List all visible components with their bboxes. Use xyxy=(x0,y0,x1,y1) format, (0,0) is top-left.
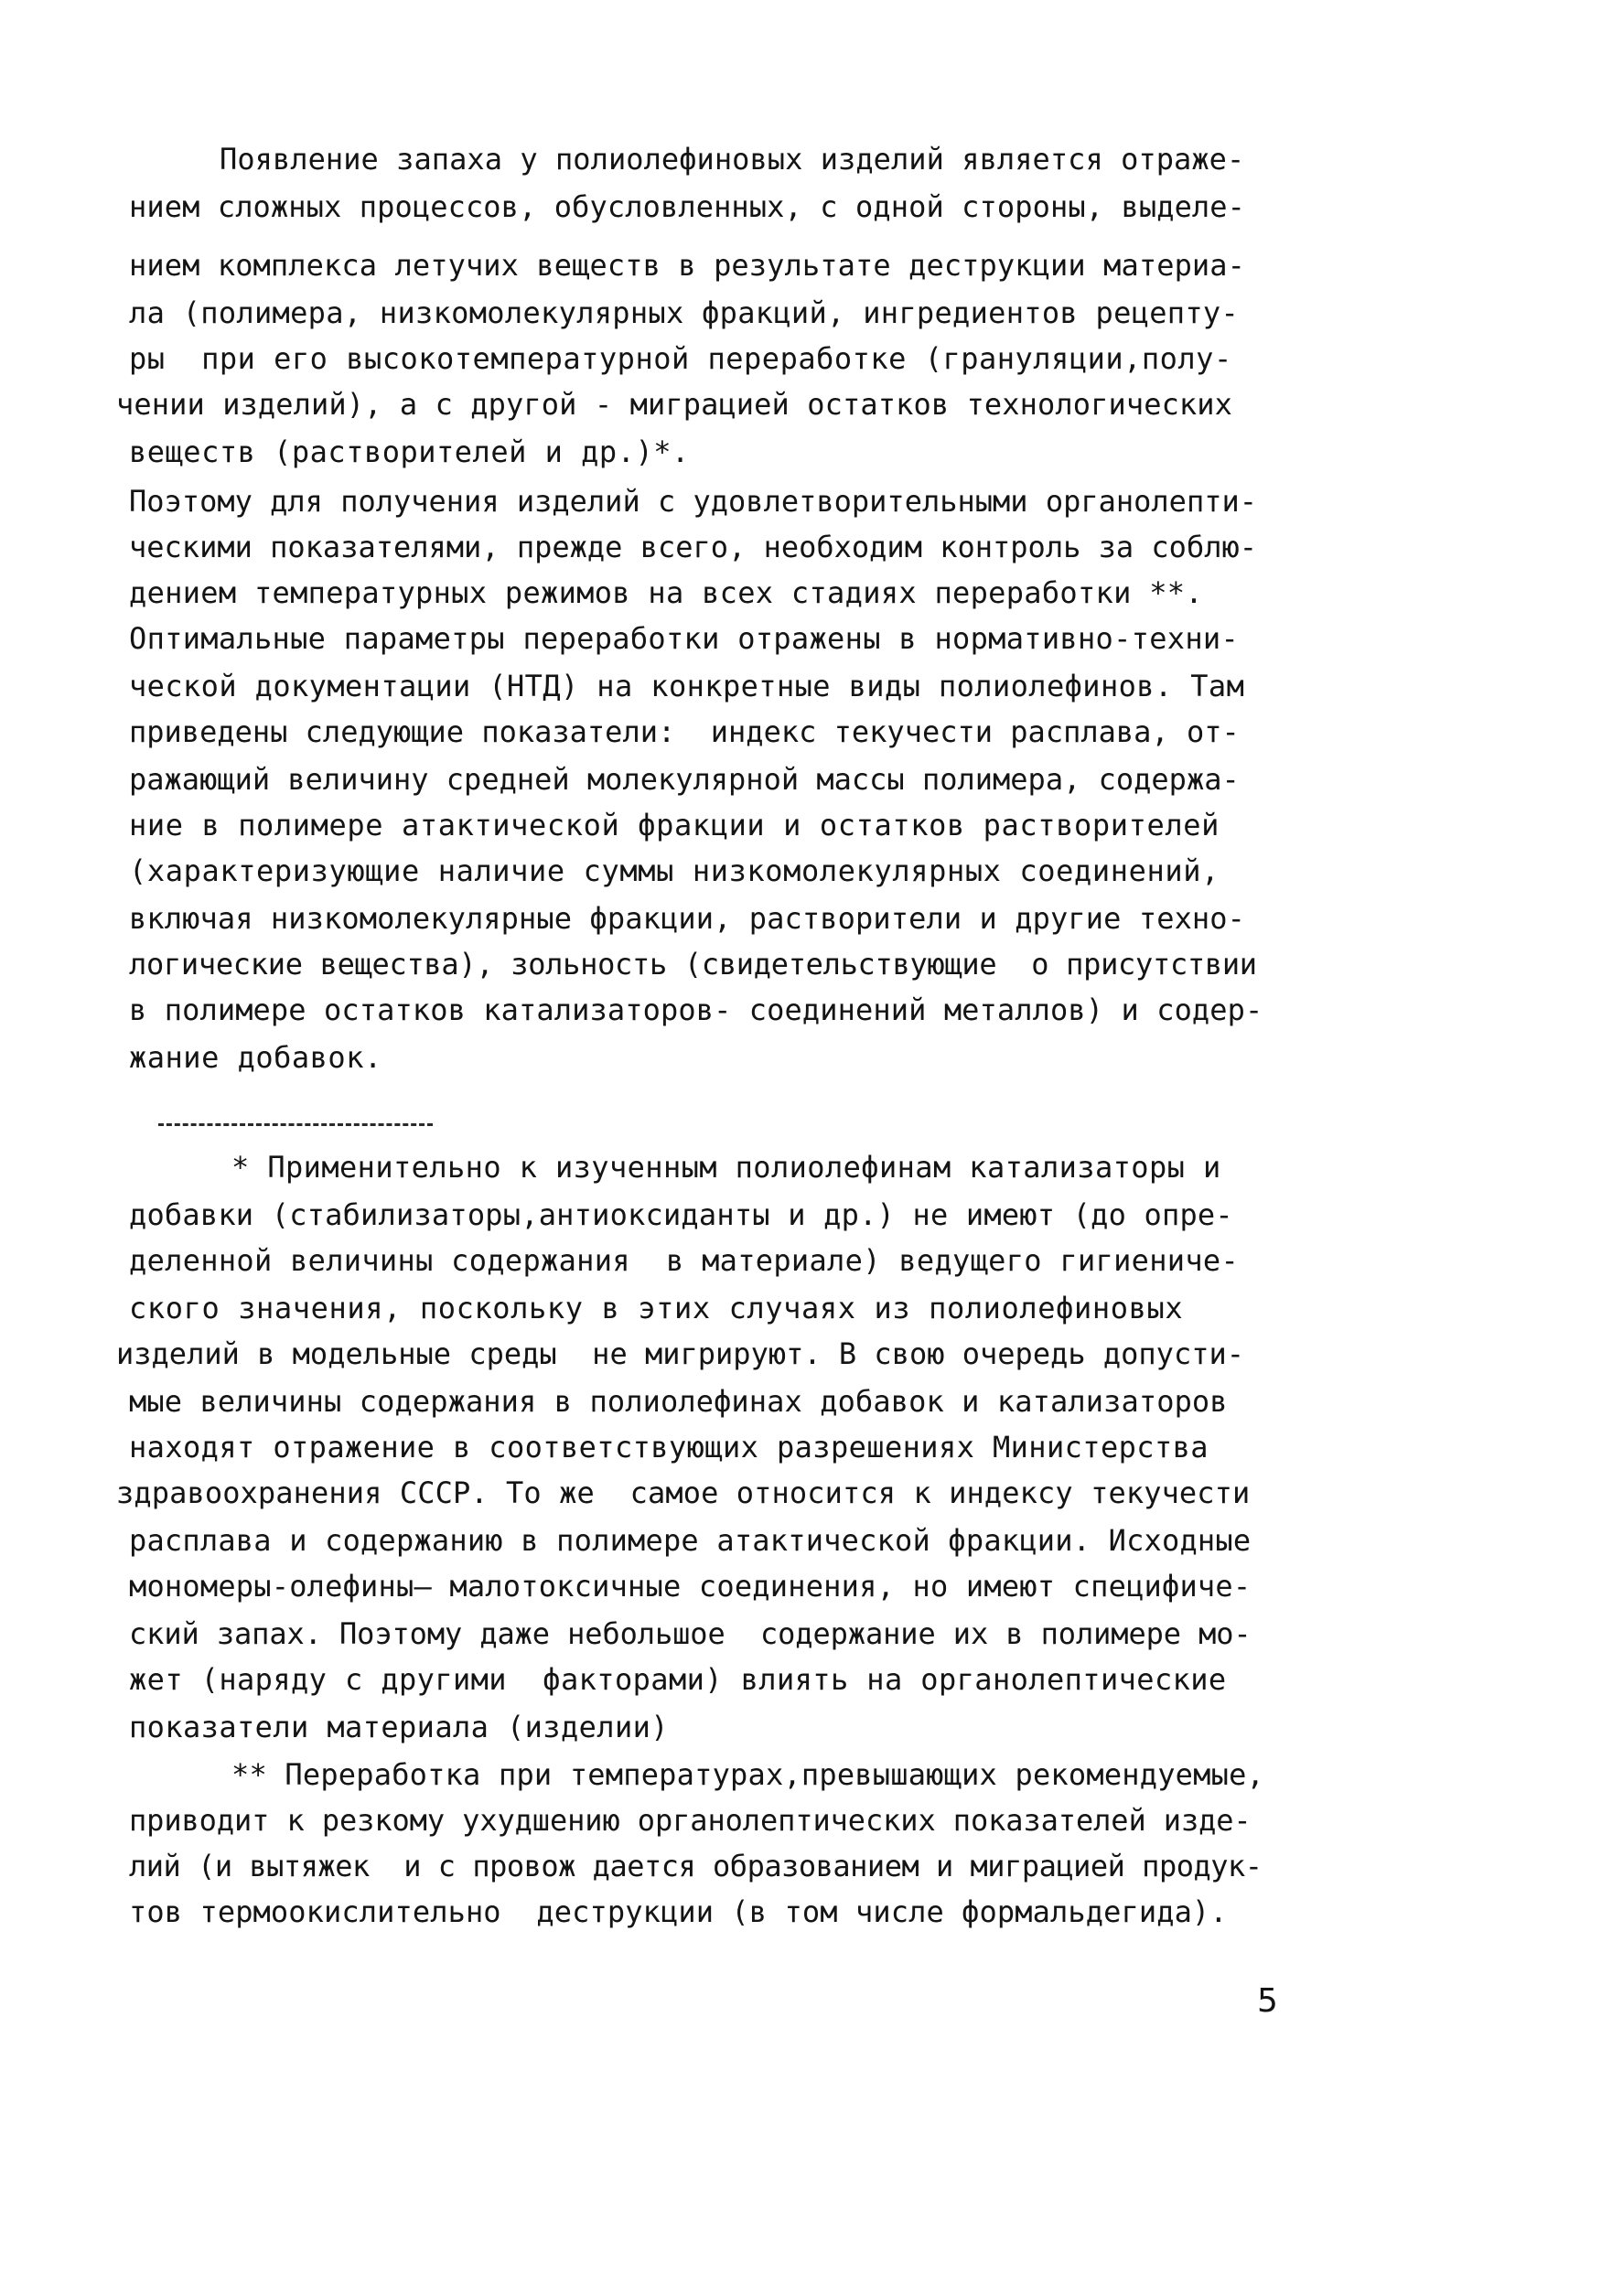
body-line: ла (полимера, низкомолекулярных фракций, ингредиентов рецепту- xyxy=(129,295,1240,330)
footnote-separator xyxy=(158,1123,433,1126)
footnote-line: находят отражение в соответствующих разрешениях Министерства xyxy=(129,1430,1209,1465)
footnote-line: ского значения, поскольку в этих случаях из полиолефиновых xyxy=(129,1291,1184,1325)
footnote-line: изделий в модельные среды не мигрируют. В свою очередь допусти- xyxy=(116,1336,1244,1371)
footnote-line: добавки (стабилизаторы,антиоксиданты и др.) не имеют (до опре- xyxy=(129,1197,1233,1232)
body-line: логические вещества), зольность (свидетельствующие о присутствии xyxy=(129,947,1257,982)
body-line: в полимере остатков катализаторов- соединений металлов) и содер- xyxy=(129,992,1263,1027)
footnote-line: здравоохранения СССР. То же самое относится к индексу текучести xyxy=(116,1475,1251,1510)
body-line: Поэтому для получения изделий с удовлетворительными органолепти- xyxy=(129,484,1257,519)
footnote-line: деленной величины содержания в материале) ведущего гигиениче- xyxy=(129,1243,1240,1278)
footnote-line: лий (и вытяжек и с провож дается образованием и миграцией продук- xyxy=(129,1849,1263,1883)
footnote-line: мономеры-олефины— малотоксичные соединения, но имеют специфиче- xyxy=(129,1569,1252,1604)
footnote-line: показатели материала (изделии) xyxy=(129,1710,669,1744)
body-line: приведены следующие показатели: индекс текучести расплава, от- xyxy=(129,714,1240,749)
body-line: ражающий величину средней молекулярной массы полимера, содержа- xyxy=(129,762,1240,797)
body-line: дением температурных режимов на всех стадиях переработки **. xyxy=(129,575,1203,610)
footnote-line: ** Переработка при температурах,превышающих рекомендуемые, xyxy=(231,1757,1265,1792)
body-line: ческими показателями, прежде всего, необходим контроль за соблю- xyxy=(129,530,1257,564)
body-line: (характеризующие наличие суммы низкомолекулярных соединений, xyxy=(129,853,1220,888)
body-line: нием комплекса летучих веществ в результате деструкции материа- xyxy=(129,248,1246,283)
footnote-line: приводит к резкому ухудшению органолептических показателей изде- xyxy=(129,1803,1252,1838)
body-line: включая низкомолекулярные фракции, растворители и другие техно- xyxy=(129,901,1246,936)
footnote-line: жет (наряду с другими факторами) влиять на органолептические xyxy=(129,1662,1227,1697)
body-line: ческой документации (НТД) на конкретные виды полиолефинов. Там xyxy=(129,669,1245,703)
page-number: 5 xyxy=(1257,1982,1278,2020)
body-line: ры при его высокотемпературной переработке (грануляции,полу- xyxy=(129,341,1232,376)
footnote-line: тов термоокислительно деструкции (в том числе формальдегида). xyxy=(129,1894,1228,1929)
body-line: чении изделий), а с другой - миграцией остатков технологических xyxy=(116,387,1233,422)
body-line: веществ (растворителей и др.)*. xyxy=(129,435,690,469)
body-line: нием сложных процессов, обусловленных, с одной стороны, выделе- xyxy=(129,189,1246,224)
footnote-line: мые величины содержания в полиолефинах добавок и катализаторов xyxy=(129,1384,1228,1419)
body-line: жание добавок. xyxy=(129,1040,382,1075)
body-line: Оптимальные параметры переработки отражены в нормативно-техни- xyxy=(129,621,1240,656)
body-line: Появление запаха у полиолефиновых изделий является отраже- xyxy=(220,142,1245,177)
body-line: ние в полимере атактической фракции и остатков растворителей xyxy=(129,808,1220,842)
footnote-line: расплава и содержанию в полимере атактической фракции. Исходные xyxy=(129,1523,1252,1558)
footnote-line: ский запах. Поэтому даже небольшое содержание их в полимере мо- xyxy=(129,1616,1252,1651)
footnote-line: * Применительно к изученным полиолефинам катализаторы и xyxy=(231,1150,1221,1185)
